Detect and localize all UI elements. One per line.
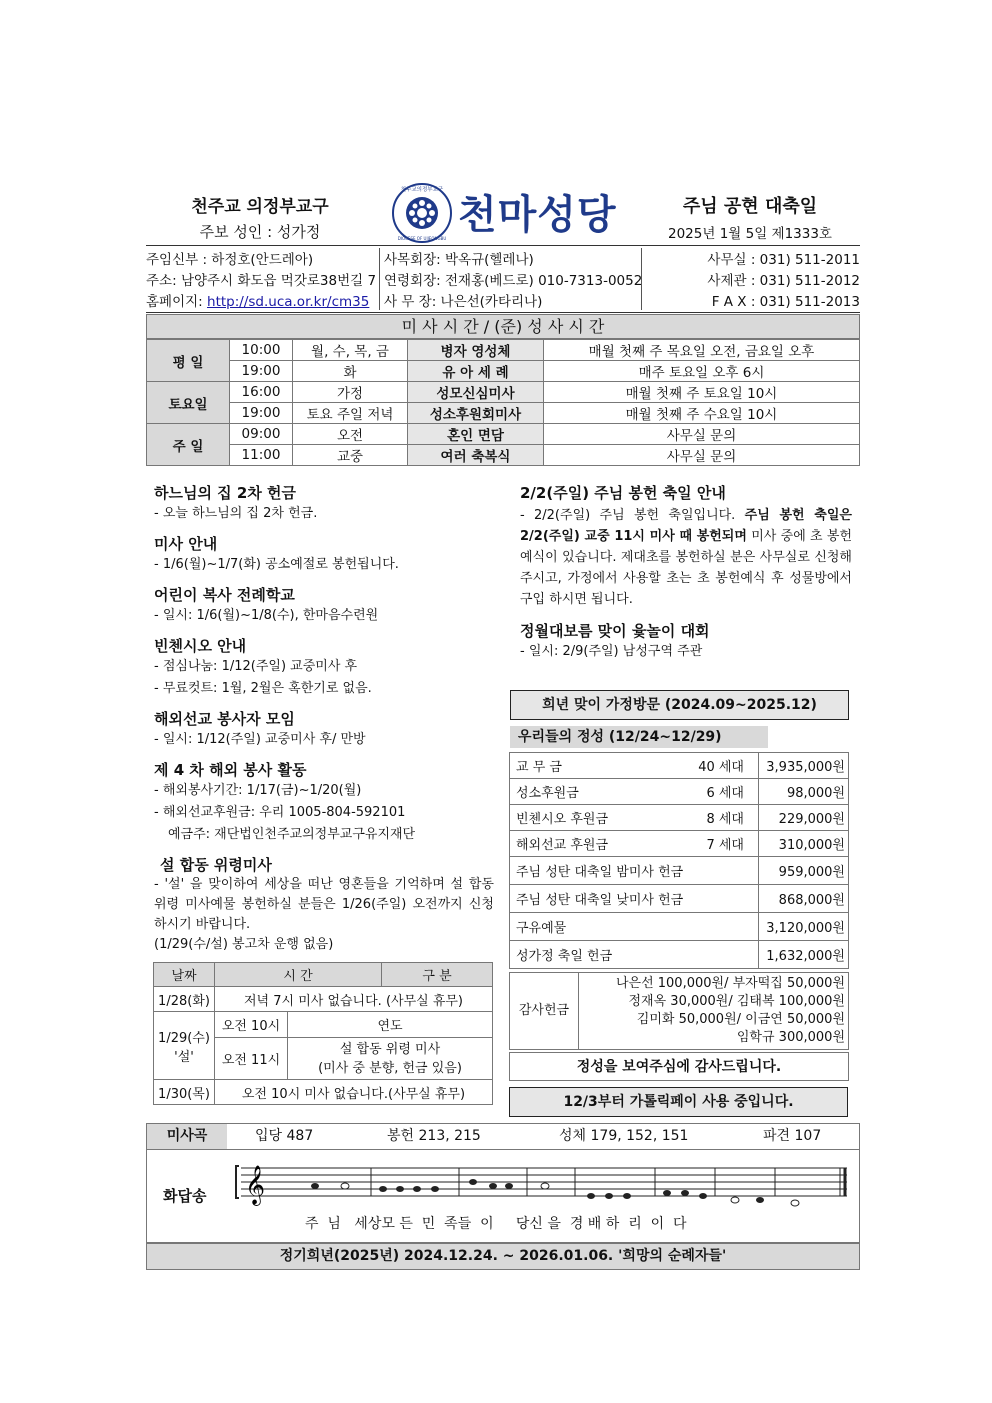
offering-count: 8 세대 bbox=[626, 805, 759, 831]
table-row bbox=[147, 445, 860, 466]
hymn-offertory: 봉헌 213, 215 bbox=[387, 1128, 481, 1144]
sacrament-time: 매월 첫째 주 목요일 오전, 금요일 오후 bbox=[544, 340, 860, 361]
announcement-text: - 해외봉사기간: 1/17(금)~1/20(월) bbox=[154, 783, 362, 798]
psalm-lyrics: 주 님 세상모 든 민 족들 이 당신 을 경 배 하 리 이 다 bbox=[305, 1216, 687, 1232]
sacrament-time: 매월 첫째 주 토요일 10시 bbox=[544, 382, 860, 403]
mass-days: 화 bbox=[293, 361, 408, 382]
announcement-text: - 일시: 1/12(주일) 교중미사 후/ 만방 bbox=[154, 732, 366, 747]
treble-clef-icon: 𝄞 bbox=[245, 1165, 266, 1205]
left-announcements bbox=[154, 482, 494, 955]
mass-days: 토요 주일 저녁 bbox=[293, 403, 408, 424]
announcement-text-part: 미사 중에 초 봉헌예식이 있습니다. 제대초를 봉헌하실 분은 사무실로 신청해 주시고, 가정에서 사용할 초는 초 봉헌예식 후 성물방에서 구입 하시면 됩니다. bbox=[520, 529, 853, 607]
announcement-text: - 점심나눔: 1/12(주일) 교중미사 후 bbox=[154, 659, 358, 674]
offering-name: 구유예물 bbox=[510, 913, 759, 941]
table-row bbox=[147, 424, 860, 445]
pastoral-council-president: 사목회장: 박옥규(헬레나) bbox=[384, 252, 534, 268]
feast-title: 주님 공현 대축일 bbox=[682, 196, 818, 217]
logo-ring-text-bottom: DIOCESE OF UIJEONGBU bbox=[397, 236, 447, 241]
parish-name: 천마성당 bbox=[458, 192, 617, 238]
pastor: 주임신부 : 하정호(안드레아) bbox=[146, 252, 314, 268]
announcement-text bbox=[520, 505, 852, 610]
table-row bbox=[510, 831, 849, 857]
announcement-text: - 무료컷트: 1월, 2월은 혹한기로 없음. bbox=[154, 681, 372, 696]
table-row bbox=[154, 1012, 493, 1038]
offering-name: 주님 성탄 대축일 밤미사 헌금 bbox=[510, 857, 759, 885]
sacrament-name: 병자 영성체 bbox=[408, 340, 544, 361]
schedule-desc-line: (미사 중 분향, 헌금 있음) bbox=[318, 1060, 462, 1076]
logo-ring-text-top: 천주교의정부교구 bbox=[400, 187, 444, 193]
announcement-title: 하느님의 집 2차 헌금 bbox=[154, 484, 297, 502]
office-phone: 사무실 : 031) 511-2011 bbox=[707, 252, 860, 268]
mass-times-table bbox=[146, 339, 860, 466]
offering-count: 7 세대 bbox=[626, 831, 759, 857]
announcement-text: - 해외선교후원금: 우리 1005-804-592101 bbox=[154, 805, 406, 820]
announcement-text: - 일시: 1/6(월)~1/8(수), 한마음수련원 bbox=[154, 608, 379, 623]
sacrament-name: 성소후원회미사 bbox=[408, 403, 544, 424]
table-row bbox=[154, 1080, 493, 1105]
schedule-desc: 연도 bbox=[288, 1012, 493, 1038]
thanks-line: 정재옥 30,000원/ 김태복 100,000원 bbox=[628, 994, 845, 1009]
offering-name: 성소후원금 bbox=[510, 779, 627, 805]
offering-count: 40 세대 bbox=[626, 753, 759, 779]
schedule-desc bbox=[288, 1038, 493, 1080]
announcement-text-part: - 2/2(주일) 주님 봉헌 축일입니다. bbox=[520, 508, 745, 523]
mass-days: 가정 bbox=[293, 382, 408, 403]
address: 남양주시 화도읍 먹갓로38번길 7 bbox=[180, 273, 377, 289]
table-row bbox=[510, 885, 849, 913]
issue-date: 2025년 1월 5일 제1333호 bbox=[668, 226, 832, 242]
table-row bbox=[147, 403, 860, 424]
sacrament-name: 성모신심미사 bbox=[408, 382, 544, 403]
schedule-text: 오전 10시 미사 없습니다.(사무실 휴무) bbox=[215, 1080, 493, 1105]
mass-time: 19:00 bbox=[230, 403, 293, 424]
homepage-label: 홈페이지: bbox=[146, 294, 203, 310]
thanks-offering-box bbox=[509, 972, 849, 1050]
table-row bbox=[154, 963, 493, 987]
hymns-label: 미사곡 bbox=[147, 1124, 227, 1149]
catholic-pay-notice: 12/3부터 가톨릭페이 사용 중입니다. bbox=[509, 1087, 848, 1117]
offering-amount: 959,000원 bbox=[759, 857, 849, 885]
jubilee-footer: 정기희년(2025년) 2024.12.24. ~ 2026.01.06. '희망의 순례자들' bbox=[146, 1243, 860, 1270]
thanks-label: 감사헌금 bbox=[510, 973, 579, 1049]
hymns-bar bbox=[146, 1123, 860, 1150]
offering-name: 주님 성탄 대축일 낮미사 헌금 bbox=[510, 885, 759, 913]
account-holder: 예금주: 재단법인천주교의정부교구유지재단 bbox=[168, 827, 416, 842]
announcement-text: (1/29(수/설) 봉고차 운행 없음) bbox=[154, 937, 334, 952]
schedule-date-note: '설' bbox=[174, 1049, 194, 1065]
schedule-date bbox=[154, 1012, 215, 1080]
thanks-message: 정성을 보여주심에 감사드립니다. bbox=[509, 1052, 849, 1081]
offering-count: 6 세대 bbox=[626, 779, 759, 805]
parish-logo bbox=[391, 182, 453, 244]
announcement-title: 빈첸시오 안내 bbox=[154, 637, 247, 655]
home-visit-box: 희년 맞이 가정방문 (2024.09~2025.12) bbox=[510, 690, 849, 720]
schedule-date: 1/30(목) bbox=[154, 1080, 215, 1105]
office-manager: 사 무 장: 나은선(카타리나) bbox=[384, 294, 543, 310]
announcement-text: - 일시: 2/9(주일) 남성구역 주관 bbox=[520, 644, 703, 659]
homepage-link[interactable]: http://sd.uca.or.kr/cm35 bbox=[207, 294, 370, 310]
sacrament-time: 사무실 문의 bbox=[544, 424, 860, 445]
header-time: 시 간 bbox=[215, 963, 382, 987]
table-row bbox=[510, 913, 849, 941]
mass-days: 오전 bbox=[293, 424, 408, 445]
thanks-line: 나은선 100,000원/ 부자떡집 50,000원 bbox=[615, 976, 845, 991]
announcement-text-bold: 주님 봉헌 축일은 2/2(주일) 교중 11시 미사 때 봉헌되며 bbox=[520, 508, 852, 544]
table-row bbox=[154, 987, 493, 1012]
psalm-box bbox=[146, 1149, 860, 1243]
offering-amount: 1,632,000원 bbox=[759, 941, 849, 969]
thanks-line: 김미화 50,000원/ 이금연 50,000원 bbox=[636, 1012, 845, 1027]
table-row bbox=[147, 340, 860, 361]
announcement-title: 2/2(주일) 주님 봉헌 축일 안내 bbox=[520, 484, 726, 502]
mass-time: 09:00 bbox=[230, 424, 293, 445]
mass-time: 11:00 bbox=[230, 445, 293, 466]
announcement-title: 해외선교 봉사자 모임 bbox=[154, 710, 295, 728]
table-row bbox=[510, 941, 849, 969]
schedule-text: 저녁 7시 미사 없습니다. (사무실 휴무) bbox=[215, 987, 493, 1012]
mass-days: 월, 수, 목, 금 bbox=[293, 340, 408, 361]
offerings-title: 우리들의 정성 (12/24~12/29) bbox=[510, 726, 768, 748]
sacrament-name: 유 아 세 례 bbox=[408, 361, 544, 382]
mass-time: 10:00 bbox=[230, 340, 293, 361]
hymn-communion: 성체 179, 152, 151 bbox=[559, 1128, 689, 1144]
offering-name: 성가정 축일 헌금 bbox=[510, 941, 759, 969]
sacrament-time: 매주 토요일 오후 6시 bbox=[544, 361, 860, 382]
schedule-date: 1/28(화) bbox=[154, 987, 215, 1012]
table-row bbox=[147, 361, 860, 382]
sacrament-time: 매월 첫째 주 수요일 10시 bbox=[544, 403, 860, 424]
bulletin-patron: 주보 성인 : 성가정 bbox=[199, 223, 321, 241]
schedule-time: 오전 11시 bbox=[215, 1038, 288, 1080]
right-announcements bbox=[520, 482, 852, 663]
schedule-desc-line: 설 합동 위령 미사 bbox=[339, 1041, 441, 1057]
announcement-text: - 오늘 하느님의 집 2차 헌금. bbox=[154, 506, 318, 521]
thanks-line: 임학규 300,000원 bbox=[736, 1030, 845, 1045]
offering-amount: 98,000원 bbox=[759, 779, 849, 805]
announcement-title: 제 4 차 해외 봉사 활동 bbox=[154, 761, 307, 779]
psalm-staff bbox=[235, 1162, 847, 1212]
table-row bbox=[510, 857, 849, 885]
announcement-title: 설 합동 위령미사 bbox=[160, 856, 272, 874]
sacrament-time: 사무실 문의 bbox=[544, 445, 860, 466]
hymn-recessional: 파견 107 bbox=[763, 1128, 822, 1144]
announcement-title: 미사 안내 bbox=[154, 535, 218, 553]
announcement-text: - '설' 을 맞이하여 세상을 떠난 영혼들을 기억하며 설 합동 위령 미사예물 봉헌하실 분들은 1/26(주일) 오전까지 신청하시기 바랍니다. bbox=[154, 877, 494, 932]
announcement-text: - 1/6(월)~1/7(화) 공소예절로 봉헌됩니다. bbox=[154, 557, 399, 572]
table-row bbox=[510, 753, 849, 779]
mass-time: 16:00 bbox=[230, 382, 293, 403]
address-label: 주소: bbox=[146, 273, 177, 289]
schedule-date-line: 1/29(수) bbox=[158, 1030, 210, 1046]
sacrament-name: 혼인 면담 bbox=[408, 424, 544, 445]
header-type: 구 분 bbox=[382, 963, 493, 987]
offering-name: 해외선교 후원금 bbox=[510, 831, 627, 857]
info-block bbox=[146, 245, 860, 313]
day-label: 평 일 bbox=[147, 340, 230, 382]
offerings-table bbox=[509, 752, 849, 969]
day-label: 주 일 bbox=[147, 424, 230, 466]
table-row bbox=[147, 382, 860, 403]
offering-name: 빈첸시오 후원금 bbox=[510, 805, 627, 831]
sacrament-name: 여러 축복식 bbox=[408, 445, 544, 466]
offering-amount: 3,935,000원 bbox=[759, 753, 849, 779]
fax-number: F A X : 031) 511-2013 bbox=[711, 294, 860, 310]
lunar-new-year-schedule bbox=[153, 962, 493, 1105]
psalm-label: 화답송 bbox=[163, 1187, 207, 1205]
rectory-phone: 사제관 : 031) 511-2012 bbox=[707, 273, 860, 289]
offering-name: 교 무 금 bbox=[510, 753, 627, 779]
offering-amount: 310,000원 bbox=[759, 831, 849, 857]
announcement-title: 정월대보름 맞이 윷놀이 대회 bbox=[520, 622, 710, 640]
mass-days: 교중 bbox=[293, 445, 408, 466]
mass-time: 19:00 bbox=[230, 361, 293, 382]
day-label: 토요일 bbox=[147, 382, 230, 424]
mass-times-title: 미 사 시 간 / (준) 성 사 시 간 bbox=[146, 314, 860, 339]
offering-amount: 3,120,000원 bbox=[759, 913, 849, 941]
diocese-name: 천주교 의정부교구 bbox=[191, 197, 329, 217]
table-row bbox=[510, 779, 849, 805]
table-row bbox=[510, 805, 849, 831]
schedule-time: 오전 10시 bbox=[215, 1012, 288, 1038]
hymn-entrance: 입당 487 bbox=[255, 1128, 314, 1144]
announcement-title: 어린이 복사 전례학교 bbox=[154, 586, 295, 604]
offering-amount: 229,000원 bbox=[759, 805, 849, 831]
assoc-president: 연령회장: 전재홍(베드로) 010-7313-0052 bbox=[384, 273, 643, 289]
offering-amount: 868,000원 bbox=[759, 885, 849, 913]
header-date: 날짜 bbox=[154, 963, 215, 987]
